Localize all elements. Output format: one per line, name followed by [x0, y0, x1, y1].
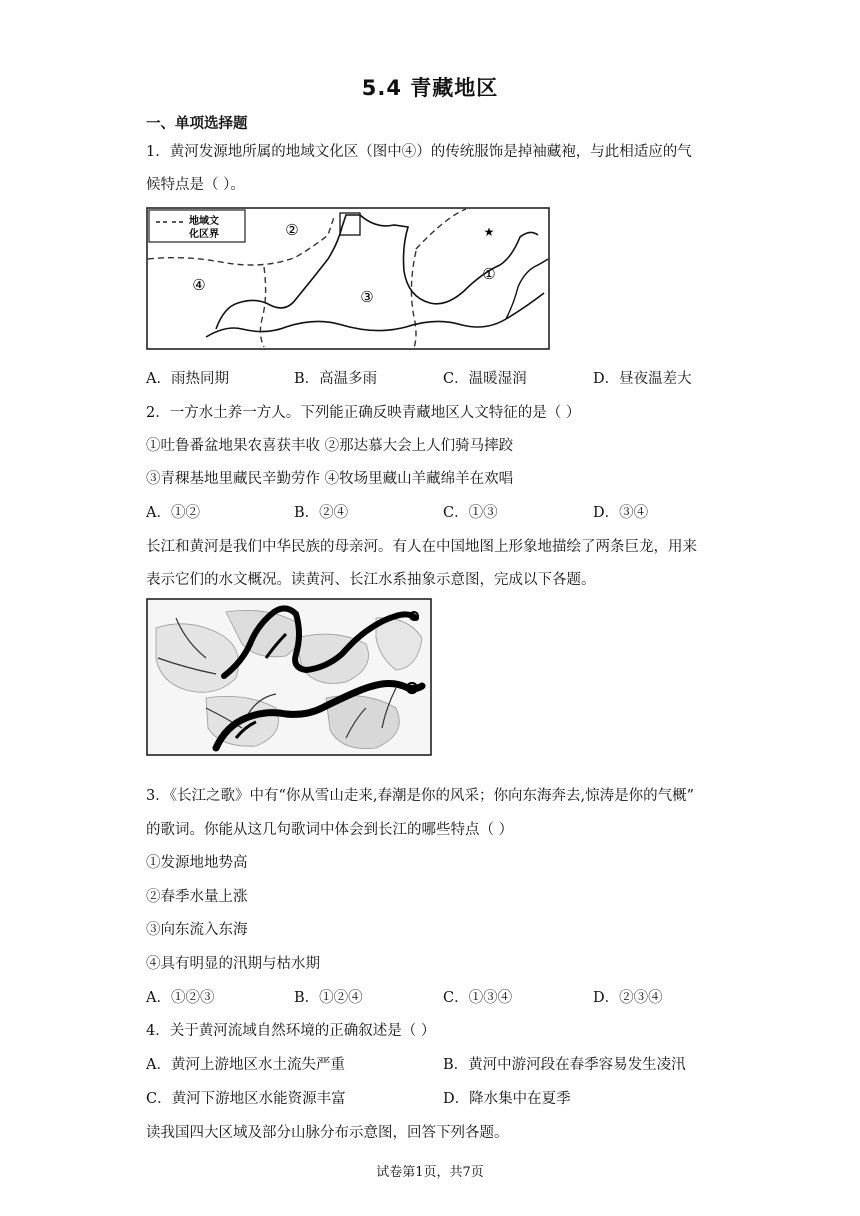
intro-line1: 长江和黄河是我们中华民族的母亲河。有人在中国地图上形象地描绘了两条巨龙，用来: [146, 539, 697, 555]
region-label-3: ③: [360, 288, 374, 306]
q1-option-a[interactable]: A．雨热同期: [146, 371, 229, 387]
q2-option-d[interactable]: D．③④: [593, 505, 649, 521]
q2-option-a[interactable]: A．①②: [146, 505, 200, 521]
q3-option-b[interactable]: B．①②④: [294, 990, 363, 1006]
q3-item-2: ②春季水量上涨: [146, 889, 248, 905]
legend-text-1: 地域文: [189, 216, 219, 227]
page-title: 5.4 青藏地区: [361, 76, 499, 100]
q3-item-3: ③向东流入东海: [146, 922, 248, 938]
q4-option-b[interactable]: B．黄河中游河段在春季容易发生凌汛: [443, 1057, 686, 1073]
intro-line2: 表示它们的水文概况。读黄河、长江水系抽象示意图，完成以下各题。: [146, 572, 596, 588]
q3-option-d[interactable]: D．②③④: [593, 990, 663, 1006]
q3-option-a[interactable]: A．①②③: [146, 990, 215, 1006]
q2-stem: 2．一方水土养一方人。下列能正确反映青藏地区人文特征的是（ ）: [146, 405, 581, 421]
q2-item-line1: ①吐鲁番盆地果农喜获丰收 ②那达慕大会上人们骑马摔跤: [146, 438, 514, 454]
q1-option-c[interactable]: C．温暖湿润: [443, 371, 527, 387]
legend-text-2: 化区界: [189, 229, 219, 240]
q4-stem: 4．关于黄河流域自然环境的正确叙述是（ ）: [146, 1023, 436, 1039]
q1-option-b[interactable]: B．高温多雨: [294, 371, 378, 387]
q4-option-c[interactable]: C．黄河下游地区水能资源丰富: [146, 1091, 346, 1107]
section-heading: 一、单项选择题: [146, 116, 248, 132]
q3-stem-line1: 3．《长江之歌》中有“你从雪山走来,春潮是你的风采；你向东海奔去,惊涛是你的气概”: [146, 788, 695, 804]
q2-option-c[interactable]: C．①③: [443, 505, 498, 521]
q2-item-line2: ③青稞基地里藏民辛勤劳作 ④牧场里藏山羊藏绵羊在欢唱: [146, 471, 514, 487]
q3-option-c[interactable]: C．①③④: [443, 990, 513, 1006]
q3-item-1: ①发源地地势高: [146, 855, 248, 871]
q4-option-d[interactable]: D．降水集中在夏季: [443, 1091, 571, 1107]
q1-stem-line1: 1．黄河发源地所属的地域文化区（图中④）的传统服饰是掉袖藏袍，与此相适应的气: [146, 144, 692, 160]
capital-star-icon: ★: [483, 225, 495, 239]
region-label-2: ②: [285, 221, 299, 239]
q3-item-4: ④具有明显的汛期与枯水期: [146, 956, 320, 972]
q1-stem-line2: 候特点是（ ）。: [146, 177, 245, 193]
cultural-region-map: [146, 207, 550, 350]
region-label-4: ④: [192, 276, 206, 294]
river-dragon-map: [146, 598, 432, 756]
page-footer: 试卷第1页，共7页: [376, 1165, 484, 1180]
region-label-1: ①: [482, 265, 496, 283]
q4-option-a[interactable]: A．黄河上游地区水土流失严重: [146, 1057, 345, 1073]
q1-option-d[interactable]: D．昼夜温差大: [593, 371, 692, 387]
q2-option-b[interactable]: B．②④: [294, 505, 349, 521]
next-intro: 读我国四大区域及部分山脉分布示意图，回答下列各题。: [146, 1125, 509, 1141]
q3-stem-line2: 的歌词。你能从这几句歌词中体会到长江的哪些特点（ ）: [146, 822, 514, 838]
